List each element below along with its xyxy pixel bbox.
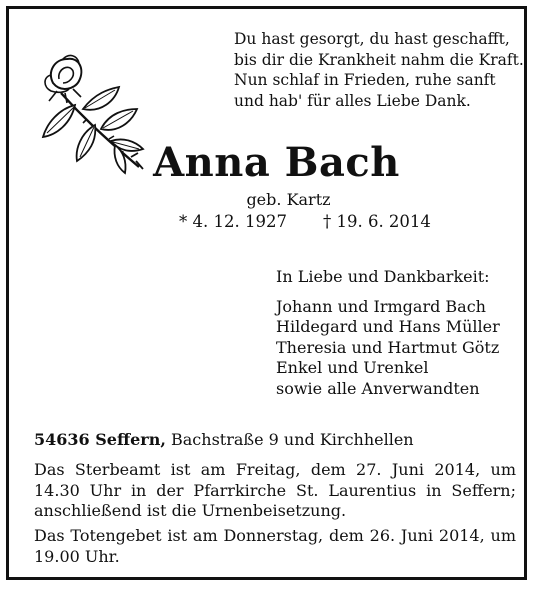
address-city: 54636 Seffern, — [34, 430, 166, 449]
mourner-line: Hildegard und Hans Müller — [276, 317, 500, 336]
prayer-notice: Das Totengebet ist am Donnerstag, dem 26. Juni 2014, um 19.00 Uhr. — [34, 526, 516, 566]
mourners-block — [276, 267, 500, 399]
poem-line: und hab' für alles Liebe Dank. — [234, 91, 471, 110]
poem — [234, 29, 524, 111]
poem-line: Du hast gesorgt, du hast geschafft, — [234, 30, 510, 48]
mourner-line: Theresia und Hartmut Götz — [276, 337, 500, 357]
death-date: † 19. 6. 2014 — [322, 212, 431, 231]
poem-line: bis dir die Krankheit nahm die Kraft. — [234, 50, 524, 69]
life-dates — [179, 212, 431, 231]
birth-date: * 4. 12. 1927 — [179, 212, 287, 231]
maiden-name: geb. Kartz — [246, 190, 331, 209]
obituary-frame — [6, 6, 527, 580]
mourner-line: Johann und Irmgard Bach — [276, 296, 486, 316]
mourner-line: sowie alle Anverwandten — [276, 378, 480, 398]
address-street: Bachstraße 9 und Kirchhellen — [165, 430, 414, 449]
deceased-name: Anna Bach — [153, 139, 400, 186]
funeral-notice: Das Sterbeamt ist am Freitag, dem 27. Juni 2014, um 14.30 Uhr in der Pfarrkirche St. Laurentius in Seffern; anschließend ist die Urnenbeisetzung. — [34, 460, 516, 520]
mourner-line: Enkel und Urenkel — [276, 358, 429, 377]
mourners-intro: In Liebe und Dankbarkeit: — [276, 267, 490, 286]
address-line — [34, 430, 414, 449]
poem-line: Nun schlaf in Frieden, ruhe sanft — [234, 71, 496, 89]
